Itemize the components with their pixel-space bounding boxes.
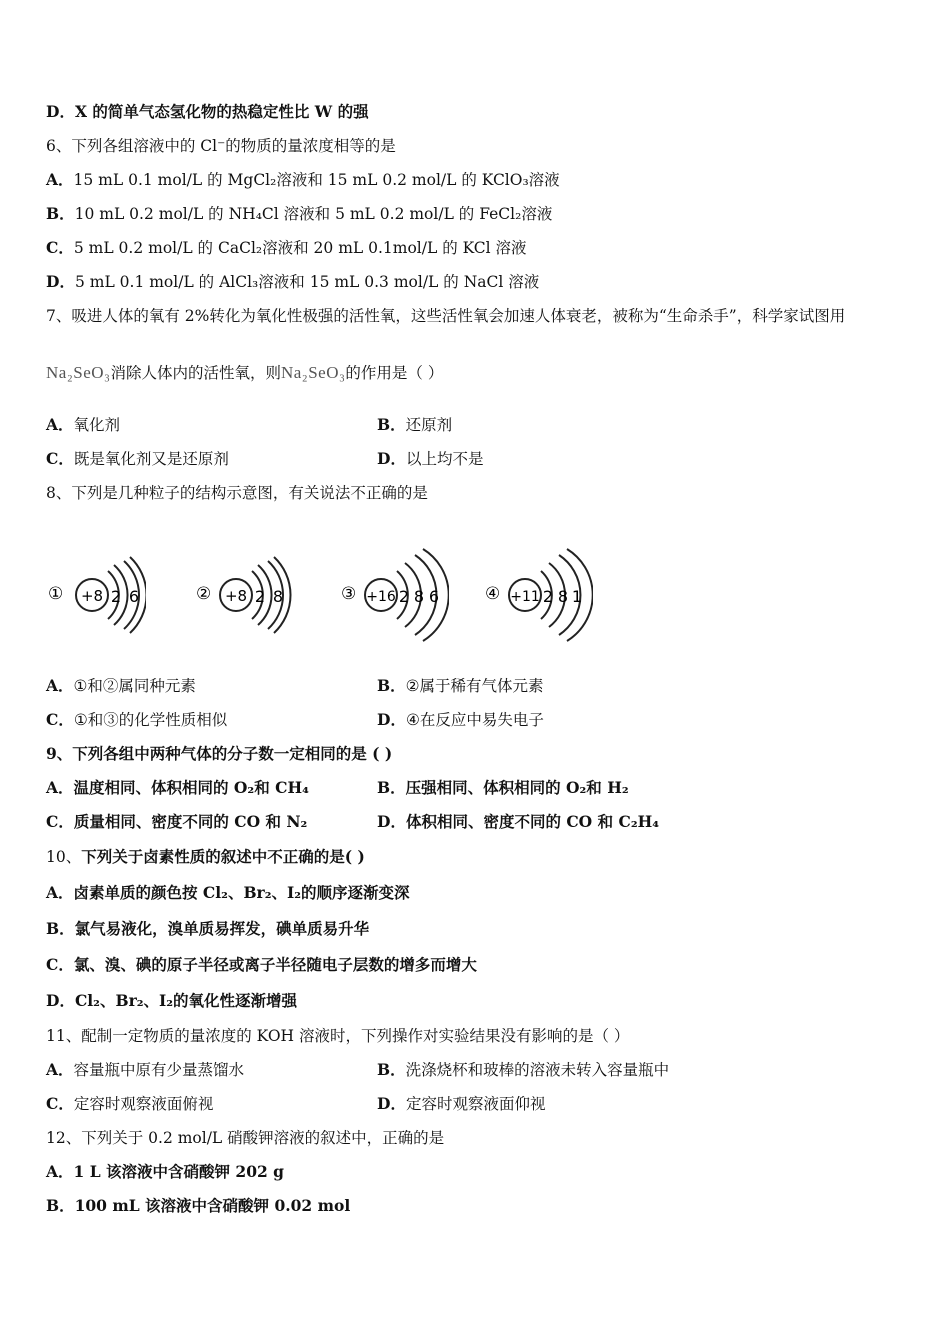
atom-2-shell-1: 2 bbox=[254, 587, 266, 606]
q9-stem: 9、下列各组中两种气体的分子数一定相同的是 ( ) bbox=[46, 744, 393, 763]
q11-option-b: B．洗涤烧杯和玻棒的溶液未转入容量瓶中 bbox=[377, 1060, 670, 1079]
q8-option-c: C．①和③的化学性质相似 bbox=[46, 710, 228, 729]
atom-4-shell-2: 8 bbox=[557, 587, 569, 606]
q10-option-d: D．Cl₂、Br₂、I₂的氧化性逐渐增强 bbox=[46, 991, 298, 1010]
q8-stem: 8、下列是几种粒子的结构示意图，有关说法不正确的是 bbox=[46, 484, 428, 502]
q6-stem: 6、下列各组溶液中的 Cl⁻的物质的量浓度相等的是 bbox=[46, 137, 396, 155]
q9-option-d: D．体积相同、密度不同的 CO 和 C₂H₄ bbox=[377, 812, 660, 831]
q10-option-c: C．氯、溴、碘的原子半径或离子半径随电子层数的增多而增大 bbox=[46, 955, 477, 974]
q6-option-c: C．5 mL 0.2 mol/L 的 CaCl₂溶液和 20 mL 0.1mol/L 的 KCl 溶液 bbox=[46, 238, 527, 257]
atom-4-nucleus: +11 bbox=[510, 589, 540, 605]
atom-diagram-4 bbox=[483, 540, 593, 650]
q9-option-c: C．质量相同、密度不同的 CO 和 N₂ bbox=[46, 812, 308, 831]
q6-option-d: D．5 mL 0.1 mol/L 的 AlCl₃溶液和 15 mL 0.3 mol/L 的 NaCl 溶液 bbox=[46, 272, 540, 291]
q10-option-b: B．氯气易液化，溴单质易挥发，碘单质易升华 bbox=[46, 919, 370, 938]
atom-3-label: ③ bbox=[341, 584, 357, 604]
q9-option-b: B．压强相同、体积相同的 O₂和 H₂ bbox=[377, 778, 629, 797]
q12-stem: 12、下列关于 0.2 mol/L 硝酸钾溶液的叙述中，正确的是 bbox=[46, 1129, 445, 1147]
q6-option-b: B．10 mL 0.2 mol/L 的 NH₄Cl 溶液和 5 mL 0.2 mol/L 的 FeCl₂溶液 bbox=[46, 204, 553, 223]
atom-1-label: ① bbox=[48, 584, 64, 604]
q7-option-c: C．既是氧化剂又是还原剂 bbox=[46, 449, 229, 468]
atom-4-shell-3: 1 bbox=[571, 587, 583, 606]
q7-stem-line2: Na₂SeO₃消除人体内的活性氧，则Na₂SeO₃的作用是（ ） bbox=[46, 363, 444, 382]
q8-option-d: D．④在反应中易失电子 bbox=[377, 710, 544, 729]
q5-option-d: D．X 的简单气态氢化物的热稳定性比 W 的强 bbox=[46, 102, 369, 121]
atom-3-shell-1: 2 bbox=[398, 587, 410, 606]
atom-1-nucleus: +8 bbox=[80, 587, 104, 605]
q9-option-a: A．温度相同、体积相同的 O₂和 CH₄ bbox=[46, 778, 309, 797]
q7-option-d: D．以上均不是 bbox=[377, 449, 484, 468]
atom-3-shell-3: 6 bbox=[428, 587, 440, 606]
q11-option-c: C．定容时观察液面俯视 bbox=[46, 1094, 214, 1113]
q11-option-d: D．定容时观察液面仰视 bbox=[377, 1094, 546, 1113]
q10-stem: 10、下列关于卤素性质的叙述中不正确的是( ) bbox=[46, 847, 365, 866]
q12-option-a: A．1 L 该溶液中含硝酸钾 202 g bbox=[46, 1162, 284, 1181]
atom-3-nucleus: +16 bbox=[366, 589, 396, 605]
q7-option-b: B．还原剂 bbox=[377, 415, 453, 434]
atom-1-shell-2: 6 bbox=[128, 587, 140, 606]
q7-formula-2: Na₂SeO₃ bbox=[280, 363, 346, 382]
q10-option-a: A．卤素单质的颜色按 Cl₂、Br₂、I₂的顺序逐渐变深 bbox=[46, 883, 410, 902]
atom-2-label: ② bbox=[196, 584, 212, 604]
q12-option-b: B．100 mL 该溶液中含硝酸钾 0.02 mol bbox=[46, 1196, 351, 1215]
q7-stem-line1: 7、吸进人体的氧有 2%转化为氧化性极强的活性氧，这些活性氧会加速人体衰老，被称为“生命杀手”，科学家试图用 bbox=[46, 307, 846, 325]
atom-2-shell-2: 8 bbox=[272, 587, 284, 606]
atom-diagram-1 bbox=[46, 540, 146, 650]
atom-3-shell-2: 8 bbox=[413, 587, 425, 606]
q11-option-a: A．容量瓶中原有少量蒸馏水 bbox=[46, 1060, 245, 1079]
q11-stem: 11、配制一定物质的量浓度的 KOH 溶液时，下列操作对实验结果没有影响的是（ ） bbox=[46, 1027, 630, 1045]
atom-diagram-2 bbox=[194, 540, 294, 650]
atom-1-shell-1: 2 bbox=[110, 587, 122, 606]
q7-formula: Na₂SeO₃ bbox=[46, 363, 111, 382]
q8-option-a: A．①和②属同种元素 bbox=[46, 676, 196, 695]
atom-4-label: ④ bbox=[485, 584, 501, 604]
atom-4-shell-1: 2 bbox=[542, 587, 554, 606]
q8-option-b: B．②属于稀有气体元素 bbox=[377, 676, 544, 695]
q6-option-a: A．15 mL 0.1 mol/L 的 MgCl₂溶液和 15 mL 0.2 mol/L 的 KClO₃溶液 bbox=[46, 170, 560, 189]
atom-diagram-3 bbox=[339, 540, 449, 650]
atom-2-nucleus: +8 bbox=[224, 587, 248, 605]
q7-option-a: A．氧化剂 bbox=[46, 415, 121, 434]
